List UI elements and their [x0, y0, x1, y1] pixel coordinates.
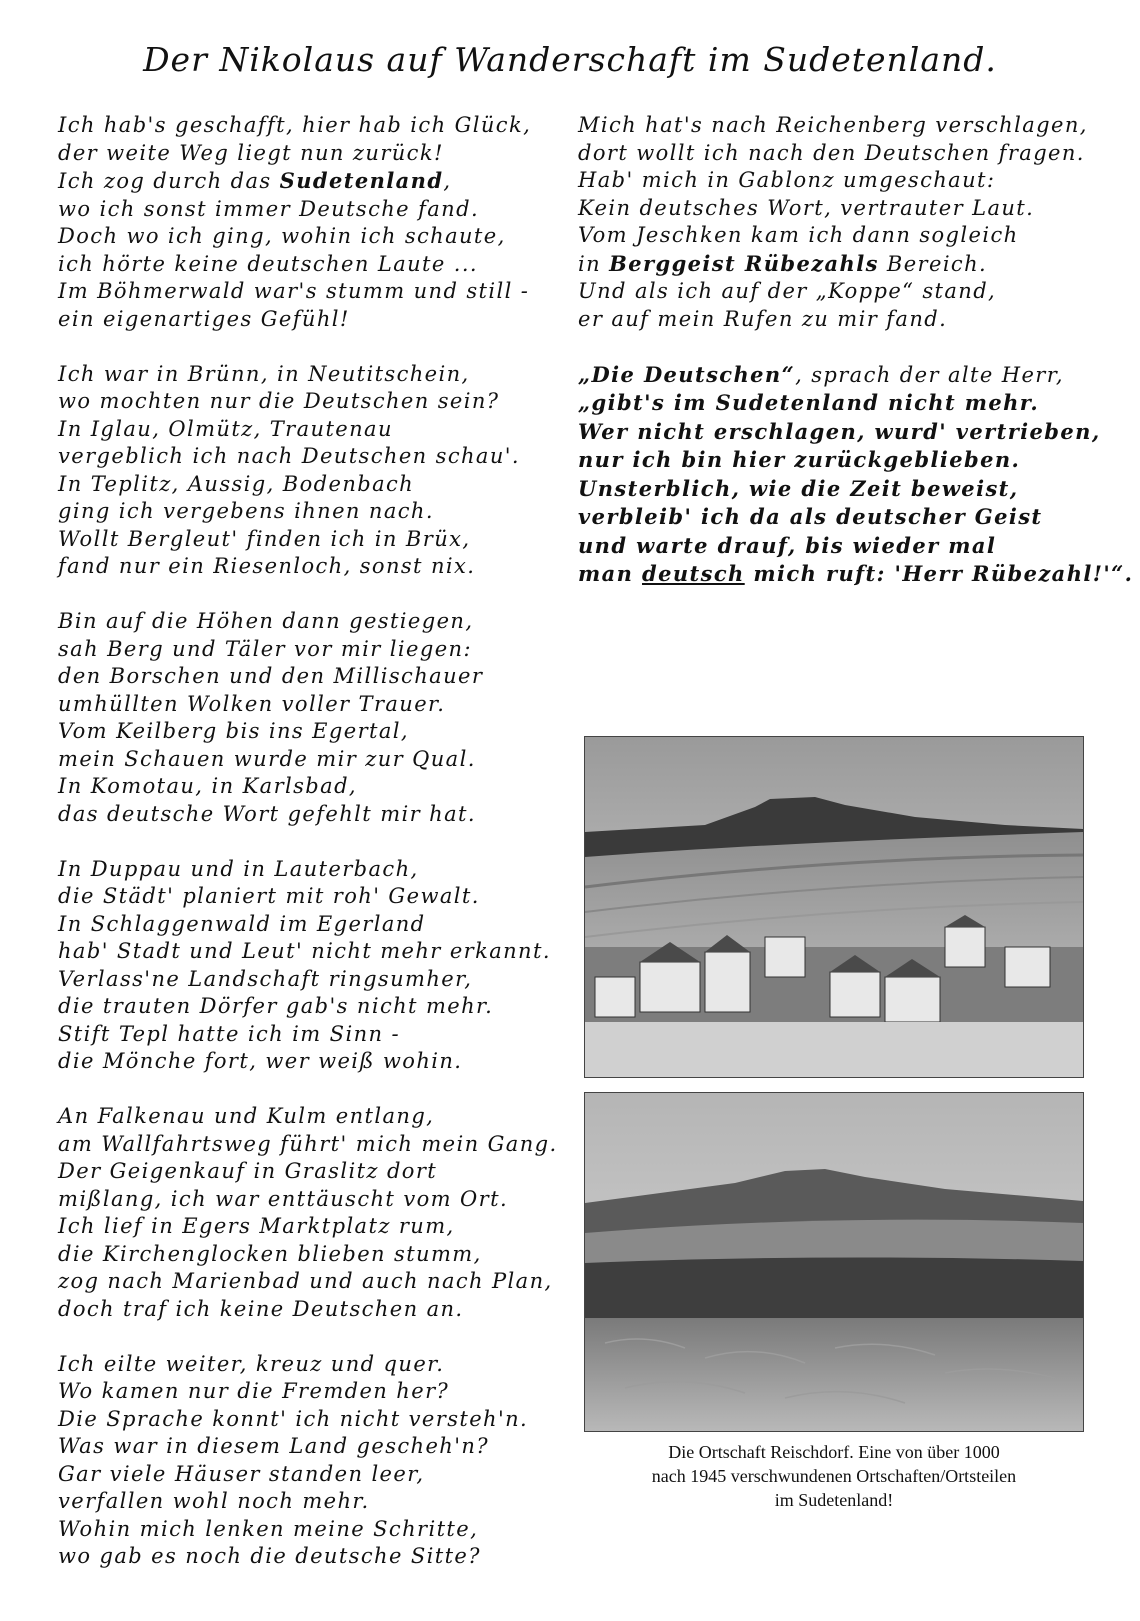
poem-line: ich hörte keine deutschen Laute ...	[58, 251, 479, 276]
caption-line: nach 1945 verschwundenen Ortschaften/Ortsteilen	[651, 1466, 1017, 1486]
stanza	[58, 361, 558, 581]
line-segment: in	[578, 251, 610, 276]
poem-line: der weite Weg liegt nun zurück!	[58, 140, 444, 165]
poem-line: wo mochten nur die Deutschen sein?	[58, 389, 500, 413]
poem-line: In Komotau, in Karlsbad,	[58, 774, 357, 798]
poem-line	[578, 418, 1118, 447]
poem-line	[578, 475, 1118, 504]
poem-line: zog nach Marienbad und auch nach Plan,	[58, 1269, 553, 1293]
poem-line: vergeblich ich nach Deutschen schau'.	[58, 444, 520, 468]
poem-line: Wollt Bergleut' finden ich in Brüx,	[58, 526, 471, 551]
line-segment: Unsterblich, wie die Zeit beweist,	[578, 475, 1019, 501]
line-segment: Ich zog durch das	[58, 169, 280, 193]
line-segment: nur ich bin hier zurückgeblieben.	[578, 447, 1021, 472]
poem-line: Der Geigenkauf in Graslitz dort	[58, 1159, 438, 1183]
line-segment: verbleib' ich da als deutscher Geist	[578, 504, 1043, 529]
poem-line: er auf mein Rufen zu mir fand.	[578, 306, 948, 331]
poem-line: mißlang, ich war enttäuscht vom Ort.	[58, 1186, 509, 1211]
poem-line: fand nur ein Riesenloch, sonst nix.	[58, 554, 476, 578]
poem-line: Vom Keilberg bis ins Egertal,	[58, 719, 409, 743]
stanza	[578, 112, 1118, 333]
line-segment: Sudetenland	[279, 168, 444, 193]
poem-right-column	[578, 112, 1134, 616]
poem-line: das deutsche Wort gefehlt mir hat.	[58, 801, 476, 826]
line-segment: deutsch	[642, 561, 745, 586]
line-segment: ,	[443, 169, 452, 193]
line-segment: Bereich.	[878, 251, 988, 276]
stanza	[58, 1351, 558, 1571]
poem-line	[578, 250, 1118, 279]
poem-line: Ich eilte weiter, kreuz und quer.	[58, 1351, 445, 1376]
poem-line: Ich war in Brünn, in Neutitschein,	[58, 361, 470, 386]
page-title: Der Nikolaus auf Wanderschaft im Sudetenland.	[143, 40, 997, 79]
poem-left-column	[58, 112, 558, 1598]
poem-line: die Kirchenglocken blieben stumm,	[58, 1241, 482, 1266]
stanza	[578, 361, 1134, 589]
caption-line: Die Ortschaft Reischdorf. Eine von über 1000	[668, 1442, 1000, 1462]
poem-line: Gar viele Häuser standen leer,	[58, 1461, 425, 1486]
poem-line: In Teplitz, Aussig, Bodenbach	[58, 471, 415, 496]
poem-line: doch traf ich keine Deutschen an.	[58, 1296, 464, 1321]
poem-line: Bin auf die Höhen dann gestiegen,	[58, 609, 474, 633]
line-segment: „Die Deutschen“	[578, 361, 796, 387]
line-segment: man	[578, 561, 643, 586]
poem-line: dort wollt ich nach den Deutschen fragen.	[578, 140, 1085, 165]
poem-line: Was war in diesem Land gescheh'n?	[58, 1434, 489, 1458]
poem-line	[578, 389, 1118, 418]
poem-line: Vom Jeschken kam ich dann sogleich	[578, 223, 1019, 247]
stanza	[58, 1103, 558, 1323]
poem-line: ging ich vergebens ihnen nach.	[58, 499, 434, 523]
line-segment: mich ruft: 'Herr Rübezahl!'“.	[744, 561, 1134, 586]
poem-line: Die Sprache konnt' ich nicht versteh'n.	[58, 1406, 529, 1431]
poem-line: In Schlaggenwald im Egerland	[58, 911, 426, 936]
poem-line: die Städt' planiert mit roh' Gewalt.	[58, 884, 480, 908]
poem-line: Doch wo ich ging, wohin ich schaute,	[58, 224, 506, 248]
line-segment: und warte drauf, bis wieder mal	[578, 532, 997, 558]
poem-line: wo gab es noch die deutsche Sitte?	[58, 1544, 481, 1568]
line-segment: Wer nicht erschlagen, wurd' vertrieben,	[578, 418, 1101, 444]
poem-line	[578, 560, 1134, 589]
line-segment: , sprach der alte Herr,	[795, 362, 1064, 387]
poem-line: die Mönche fort, wer weiß wohin.	[58, 1049, 463, 1073]
poem-line	[58, 167, 558, 196]
village-photo	[584, 736, 1084, 1078]
photo-caption	[584, 1440, 1084, 1512]
poem-line: Hab' mich in Gablonz umgeschaut:	[578, 168, 996, 192]
poem-line: ein eigenartiges Gefühl!	[58, 306, 350, 331]
poem-line: wo ich sonst immer Deutsche fand.	[58, 196, 480, 221]
poem-line: Verlass'ne Landschaft ringsumher,	[58, 966, 473, 991]
stanza	[58, 608, 558, 828]
line-segment: Berggeist Rübezahls	[609, 250, 879, 276]
poem-line: umhüllten Wolken voller Trauer.	[58, 691, 446, 716]
poem-line: verfallen wohl noch mehr.	[58, 1489, 370, 1513]
poem-line: Stift Tepl hatte ich im Sinn -	[58, 1021, 400, 1046]
poem-line: Wo kamen nur die Fremden her?	[58, 1379, 450, 1403]
stanza	[58, 112, 558, 333]
landscape-photo	[584, 1092, 1084, 1432]
poem-line	[578, 532, 1118, 561]
poem-line: hab' Stadt und Leut' nicht mehr erkannt.	[58, 939, 551, 963]
poem-line: In Iglau, Olmütz, Trautenau	[58, 416, 393, 441]
poem-line	[578, 503, 1118, 532]
poem-line: Kein deutsches Wort, vertrauter Laut.	[578, 195, 1035, 220]
poem-line: den Borschen und den Millischauer	[58, 664, 484, 688]
poem-line: Mich hat's nach Reichenberg verschlagen,	[578, 113, 1088, 137]
line-segment: „gibt's im Sudetenland nicht mehr.	[578, 390, 1040, 415]
poem-line: An Falkenau und Kulm entlang,	[58, 1104, 435, 1128]
poem-line: die trauten Dörfer gab's nicht mehr.	[58, 994, 494, 1018]
poem-line: In Duppau und in Lauterbach,	[58, 856, 419, 881]
poem-line: sah Berg und Täler vor mir liegen:	[58, 636, 472, 661]
poem-line: Wohin mich lenken meine Schritte,	[58, 1516, 479, 1541]
poem-line	[578, 361, 1118, 390]
poem-line: Im Böhmerwald war's stumm und still -	[58, 279, 530, 303]
poem-line: Und als ich auf der „Koppe“ stand,	[578, 279, 997, 303]
caption-line: im Sudetenland!	[774, 1490, 894, 1510]
poem-line: Ich hab's geschafft, hier hab ich Glück,	[58, 113, 532, 137]
poem-line: am Wallfahrtsweg führt' mich mein Gang.	[58, 1131, 558, 1156]
poem-line: mein Schauen wurde mir zur Qual.	[58, 746, 476, 771]
poem-line	[578, 446, 1118, 475]
stanza	[58, 856, 558, 1076]
poem-line: Ich lief in Egers Marktplatz rum,	[58, 1214, 455, 1238]
